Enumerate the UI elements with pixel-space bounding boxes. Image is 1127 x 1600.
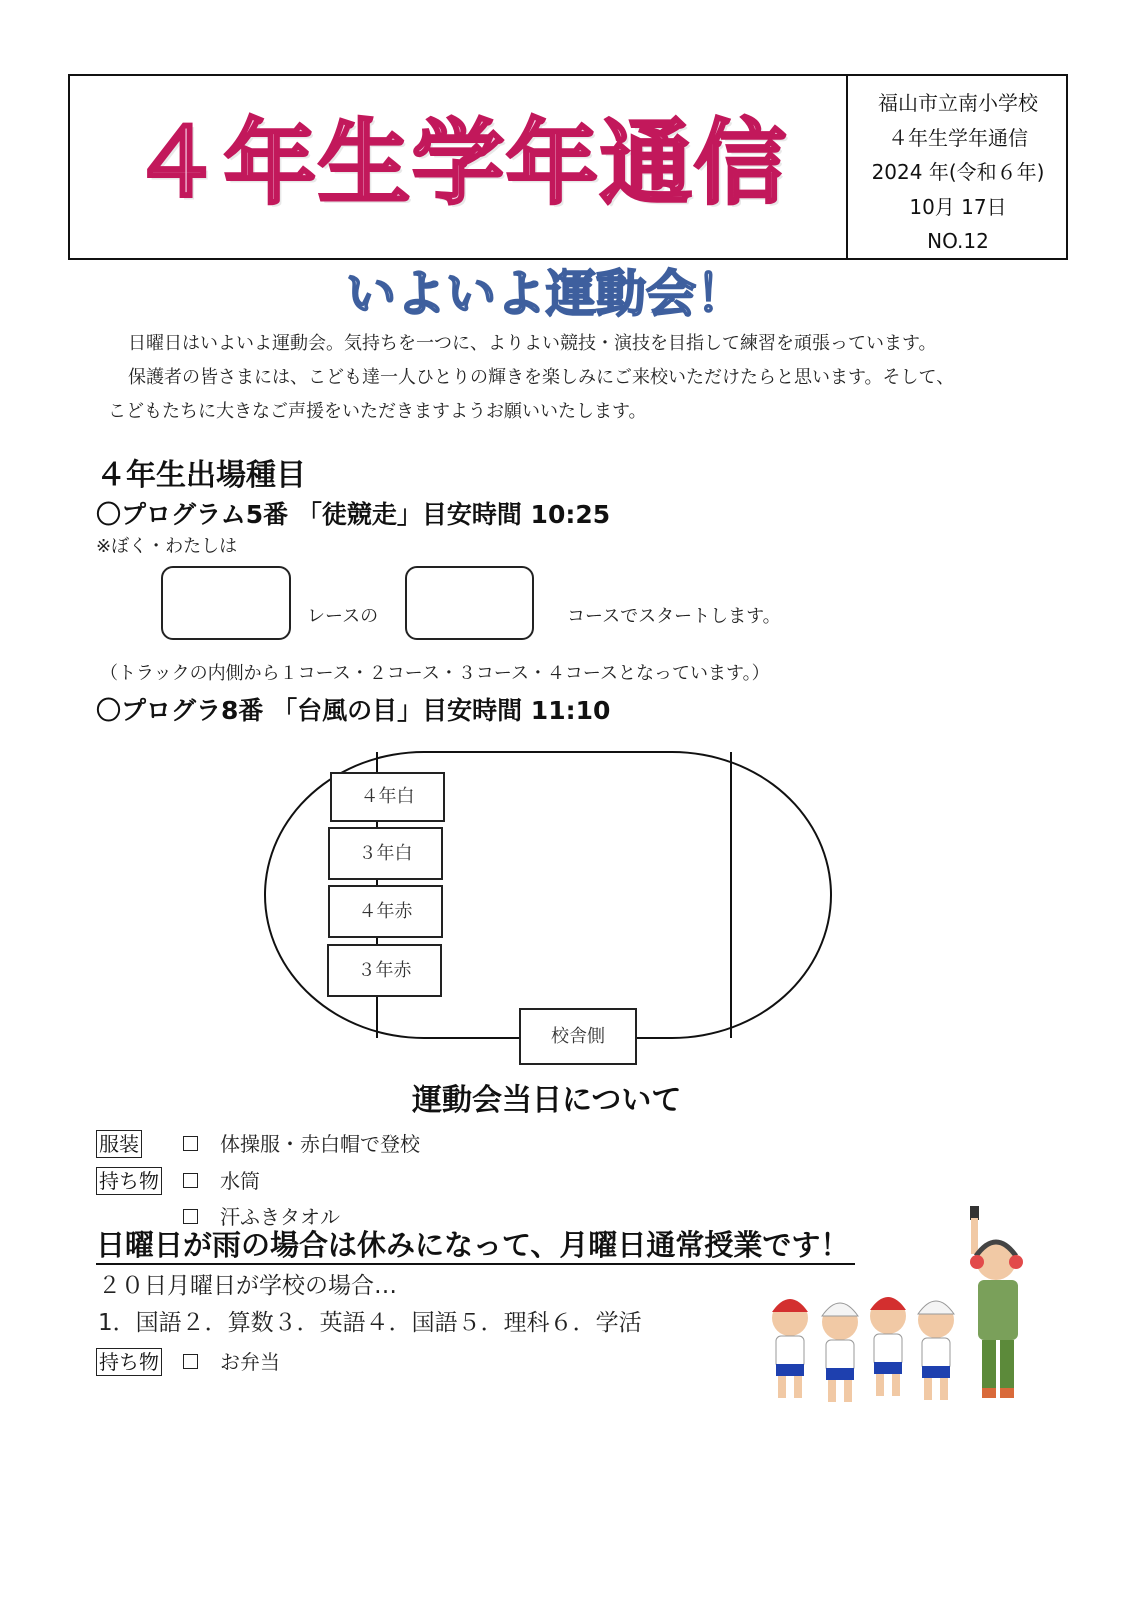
- lane-3-white: ３年白: [328, 827, 443, 880]
- starter-figure: [970, 1206, 1023, 1398]
- course-note: （トラックの内側から１コース・２コース・３コース・４コースとなっています。）: [100, 663, 770, 684]
- clothing-label: 服装: [96, 1130, 142, 1158]
- belongings-item-1: 水筒: [183, 1168, 260, 1194]
- track-line-right: [730, 752, 732, 1038]
- course-number-box: [405, 566, 534, 640]
- sports-day-illustration: [760, 1200, 1040, 1420]
- monday-belongings-label: 持ち物: [96, 1348, 162, 1376]
- runner-4: [918, 1301, 954, 1400]
- intro-line-3: こどもたちに大きなご声援をいただきますようお願いいたします。: [108, 401, 647, 422]
- school-name: 福山市立南小学校: [878, 91, 1038, 115]
- race-label: レースの: [307, 606, 379, 627]
- checkbox-icon: [183, 1173, 198, 1188]
- intro-line-2: 保護者の皆さまには、こども達一人ひとりの輝きを楽しみにご来校いただけたらと思います。そして、: [128, 367, 955, 388]
- issue-number: NO.12: [927, 229, 989, 253]
- runner-2: [822, 1303, 858, 1402]
- newsletter-title: ４年生学年通信: [130, 110, 789, 217]
- monday-belongings-item: お弁当: [183, 1349, 280, 1375]
- monday-schedule: 1．国語２．算数３．英語４．国語５．理科６．学活: [98, 1310, 642, 1336]
- runner-1: [772, 1299, 808, 1398]
- lane-3-red: ３年赤: [327, 944, 442, 997]
- header-info: [850, 86, 1066, 259]
- lane-4-white: ４年白: [330, 772, 445, 822]
- program-1-heading: 〇プログラム5番 「徒競走」目安時間 10:25: [96, 500, 611, 529]
- monday-heading: ２０日月曜日が学校の場合…: [98, 1273, 397, 1299]
- checkbox-icon: [183, 1209, 198, 1224]
- race-note: ※ぼく・わたしは: [96, 536, 238, 557]
- issue-date: 10月 17日: [909, 194, 1007, 219]
- day-info-heading: 運動会当日について: [412, 1083, 682, 1118]
- newsletter-name: ４年生学年通信: [888, 125, 1028, 150]
- rain-notice: 日曜日が雨の場合は休みになって、月曜日通常授業です！: [96, 1227, 855, 1265]
- issue-year: 2024 年(令和６年): [871, 160, 1045, 184]
- clothing-item: 体操服・赤白帽で登校: [183, 1131, 420, 1157]
- runner-3: [870, 1297, 906, 1396]
- checkbox-icon: [183, 1136, 198, 1151]
- program-2-heading: 〇プログラ8番 「台風の目」目安時間 11:10: [96, 696, 611, 725]
- subtitle: いよいよ運動会！: [346, 265, 746, 323]
- race-number-box: [161, 566, 291, 640]
- school-side-label: 校舎側: [519, 1008, 637, 1065]
- belongings-label: 持ち物: [96, 1167, 162, 1195]
- lane-4-red: ４年赤: [328, 885, 443, 938]
- header-divider: [846, 74, 848, 260]
- course-label: コースでスタートします。: [567, 606, 781, 627]
- belongings-item-2: 汗ふきタオル: [183, 1204, 340, 1230]
- intro-line-1: 日曜日はいよいよ運動会。気持ちを一つに、よりよい競技・演技を目指して練習を頑張っています。: [128, 333, 937, 354]
- events-heading: ４年生出場種目: [96, 458, 306, 493]
- checkbox-icon: [183, 1354, 198, 1369]
